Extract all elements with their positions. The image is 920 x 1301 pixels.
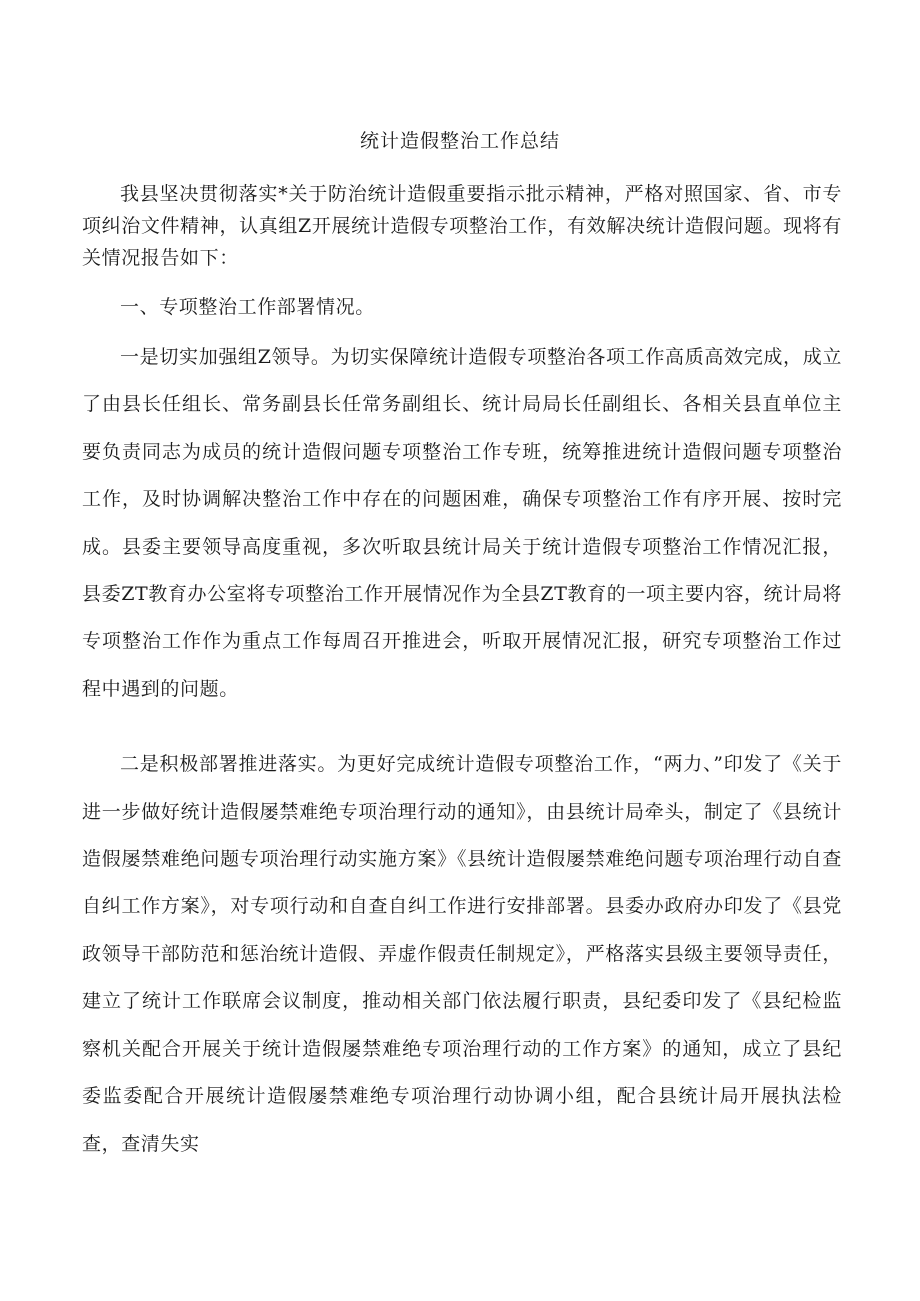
intro-paragraph: 我县坚决贯彻落实*关于防治统计造假重要指示批示精神，严格对照国家、省、市专项纠治文件精神，认真组Z开展统计造假专项整治工作，有效解决统计造假问题。现将有关情况报告如下：: [82, 183, 842, 269]
body-paragraph-deployment: 二是积极部署推进落实。为更好完成统计造假专项整治工作，“两力、”印发了《关于进一步做好统计造假屡禁难绝专项治理行动的通知》，由县统计局牵头，制定了《县统计造假屡禁难绝问题专项治理行动实施方案》《县统计造假屡禁难绝问题专项治理行动自查自纠工作方案》，对专项行动和自查自纠工作进行安排部署。县委办政府办印发了《县党政领导干部防范和惩治统计造假、弄虚作假责任制规定》，严格落实县级主要领导责任，建立了统计工作联席会议制度，推动相关部门依法履行职责，县纪委印发了《县纪检监察机关配合开展关于统计造假屡禁难绝专项治理行动的工作方案》的通知，成立了县纪委监委配合开展统计造假屡禁难绝专项治理行动协调小组，配合县统计局开展执法检查，查清失实: [82, 753, 842, 1155]
section-heading: 一、专项整治工作部署情况。: [120, 296, 375, 318]
document-body: [82, 178, 842, 1168]
body-paragraph-leadership: 一是切实加强组Z领导。为切实保障统计造假专项整治各项工作高质高效完成，成立了由县长任组长、常务副县长任常务副组长、统计局局长任副组长、各相关县直单位主要负责同志为成员的统计造假问题专项整治工作专班，统筹推进统计造假问题专项整治工作，及时协调解决整治工作中存在的问题困难，确保专项整治工作有序开展、按时完成。县委主要领导高度重视，多次听取县统计局关于统计造假专项整治工作情况汇报，县委ZT教育办公室将专项整治工作开展情况作为全县ZT教育的一项主要内容，统计局将专项整治工作作为重点工作每周召开推进会，听取开展情况汇报，研究专项整治工作过程中遇到的问题。: [82, 346, 842, 700]
document-title: 统计造假整治工作总结: [359, 130, 560, 152]
